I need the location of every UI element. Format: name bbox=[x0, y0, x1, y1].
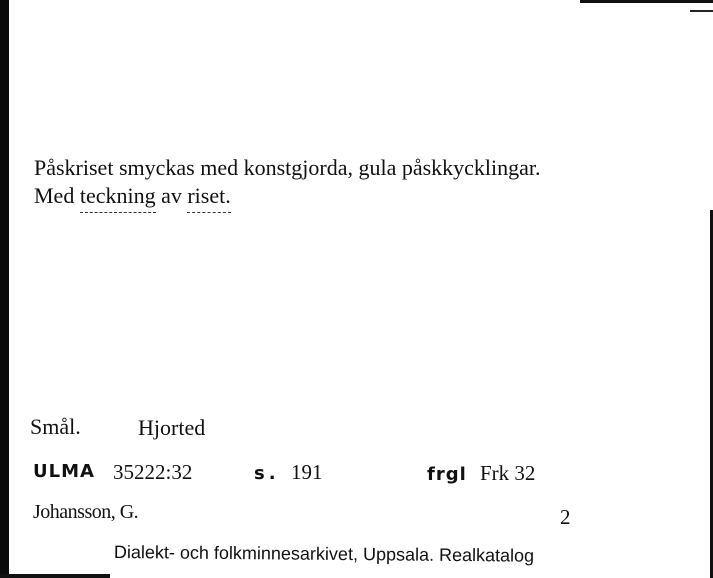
underlined-word-teckning: teckning bbox=[79, 183, 156, 208]
page-number: 191 bbox=[291, 460, 323, 484]
underlined-word-riset: riset. bbox=[187, 183, 231, 208]
questionnaire-value: Frk 32 bbox=[480, 461, 536, 485]
archive-label: ULMA bbox=[33, 461, 95, 482]
province: Smål. bbox=[30, 414, 81, 439]
description-text: av bbox=[155, 183, 188, 208]
card-number: 2 bbox=[560, 505, 571, 529]
description-text: Med bbox=[34, 183, 80, 208]
page-label: s. bbox=[254, 463, 280, 484]
card-description bbox=[34, 154, 541, 210]
parish: Hjorted bbox=[138, 415, 206, 440]
archive-number: 35222:32 bbox=[113, 460, 193, 484]
archive-footer: Dialekt- och folkminnesarkivet, Uppsala. Realkatalog bbox=[113, 542, 535, 566]
description-line-2 bbox=[34, 182, 541, 210]
card-top-edge bbox=[580, 0, 713, 3]
card-bottom-edge bbox=[0, 574, 110, 578]
questionnaire-label: frgl bbox=[427, 464, 467, 485]
collector-name: Johansson, G. bbox=[33, 501, 139, 523]
card-left-edge bbox=[0, 0, 9, 578]
description-line-1: Påskriset smyckas med konstgjorda, gula påskkycklingar. bbox=[34, 155, 541, 180]
card-top-mark bbox=[690, 10, 713, 12]
